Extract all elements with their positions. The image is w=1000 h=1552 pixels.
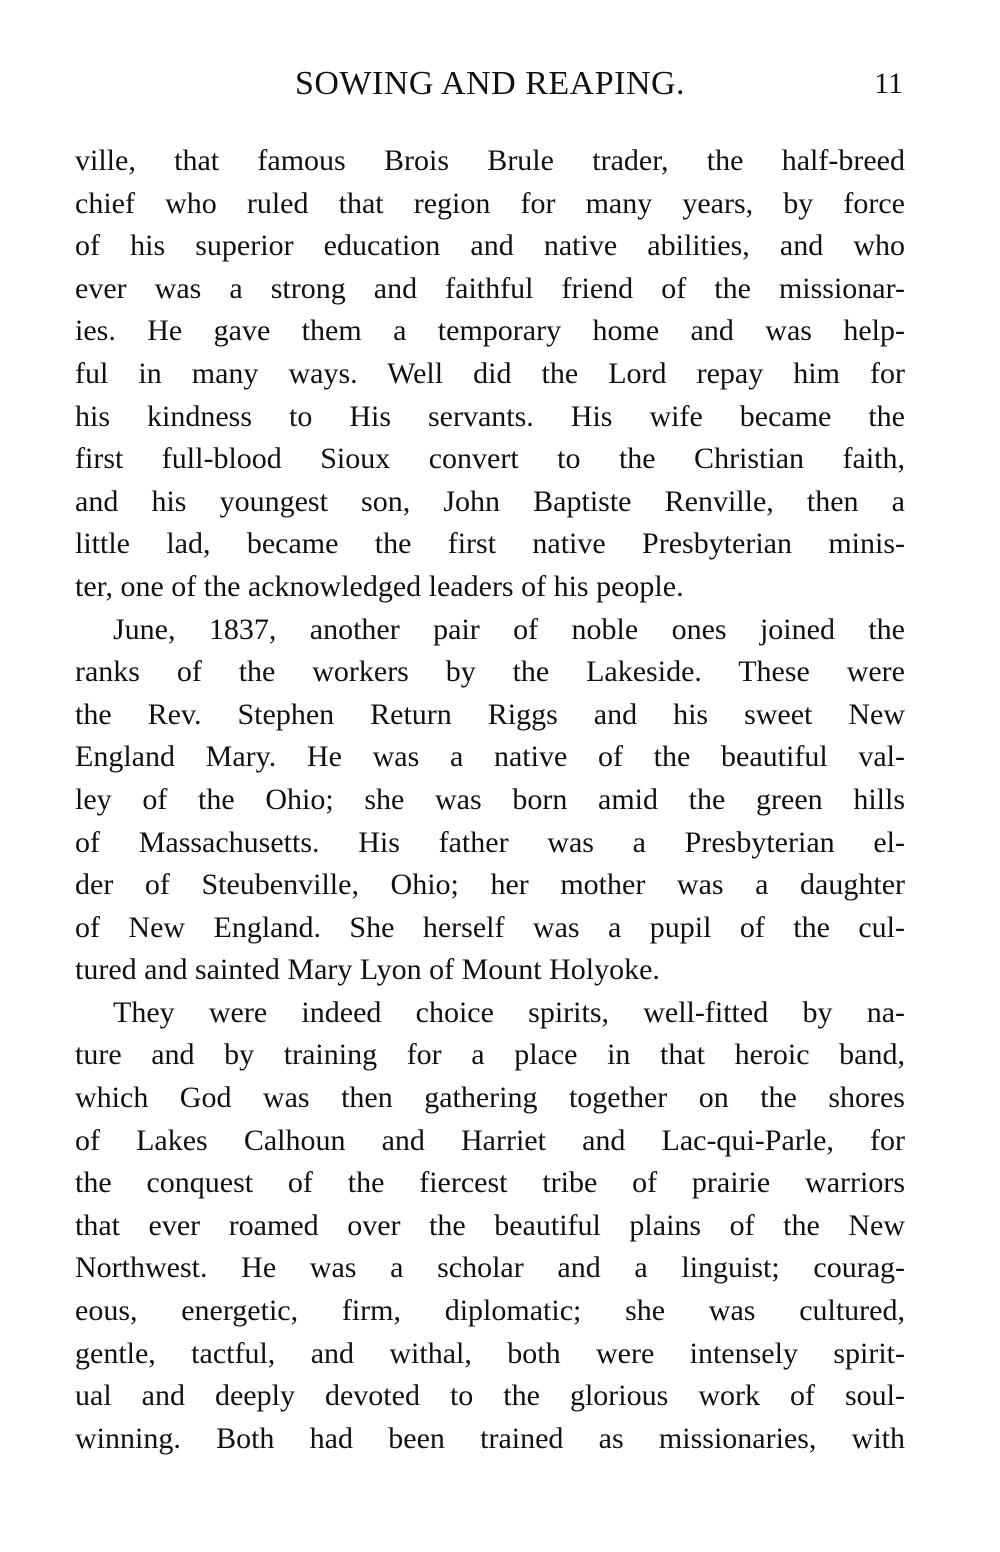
text-line: ever was a strong and faithful friend of the missionar- — [75, 271, 905, 305]
text-line: They were indeed choice spirits, well-fitted by na- — [113, 995, 905, 1029]
paragraph-3 — [75, 992, 905, 1461]
text-line: which God was then gathering together on the shores — [75, 1081, 905, 1115]
text-line: his kindness to His servants. His wife became the — [75, 399, 905, 433]
text-line: little lad, became the first native Presbyterian minis- — [75, 527, 905, 561]
text-line: eous, energetic, firm, diplomatic; she was cultured, — [75, 1294, 905, 1328]
running-head — [75, 62, 905, 106]
text-line: of New England. She herself was a pupil of the cul- — [75, 910, 905, 944]
body-text — [75, 140, 905, 1460]
text-line: ter, one of the acknowledged leaders of his people. — [75, 569, 684, 603]
text-line: that ever roamed over the beautiful plains of the New — [75, 1208, 905, 1242]
text-line: the conquest of the fiercest tribe of prairie warriors — [75, 1166, 905, 1200]
text-line: ful in many ways. Well did the Lord repay him for — [75, 356, 905, 390]
text-line: of Lakes Calhoun and Harriet and Lac-qui-Parle, for — [75, 1123, 905, 1157]
text-line: ley of the Ohio; she was born amid the green hills — [75, 782, 905, 816]
text-line: Northwest. He was a scholar and a linguist; courag- — [75, 1251, 905, 1285]
text-line: chief who ruled that region for many years, by force — [75, 186, 905, 220]
text-line: first full-blood Sioux convert to the Christian faith, — [75, 442, 905, 476]
text-line: tured and sainted Mary Lyon of Mount Holyoke. — [75, 953, 660, 987]
text-line: ranks of the workers by the Lakeside. These were — [75, 655, 905, 689]
text-line: der of Steubenville, Ohio; her mother was a daughter — [75, 868, 905, 902]
text-line: England Mary. He was a native of the beautiful val- — [75, 740, 905, 774]
text-line: and his youngest son, John Baptiste Renville, then a — [75, 484, 905, 518]
text-line: ture and by training for a place in that heroic band, — [75, 1038, 905, 1072]
page-number: 11 — [874, 67, 903, 100]
text-line: ual and deeply devoted to the glorious work of soul- — [75, 1379, 905, 1413]
text-line: the Rev. Stephen Return Riggs and his sweet New — [75, 697, 905, 731]
text-line: June, 1837, another pair of noble ones joined the — [113, 612, 905, 646]
text-line: winning. Both had been trained as missionaries, with — [75, 1421, 905, 1455]
running-title: SOWING AND REAPING. — [294, 65, 686, 102]
paragraph-1 — [75, 140, 905, 609]
text-line: gentle, tactful, and withal, both were intensely spirit- — [75, 1336, 905, 1370]
text-line: ville, that famous Brois Brule trader, the half-breed — [75, 144, 905, 177]
text-line: of Massachusetts. His father was a Presbyterian el- — [75, 825, 905, 859]
text-line: ies. He gave them a temporary home and was help- — [75, 314, 905, 348]
paragraph-2 — [75, 609, 905, 992]
text-line: of his superior education and native abilities, and who — [75, 229, 905, 263]
